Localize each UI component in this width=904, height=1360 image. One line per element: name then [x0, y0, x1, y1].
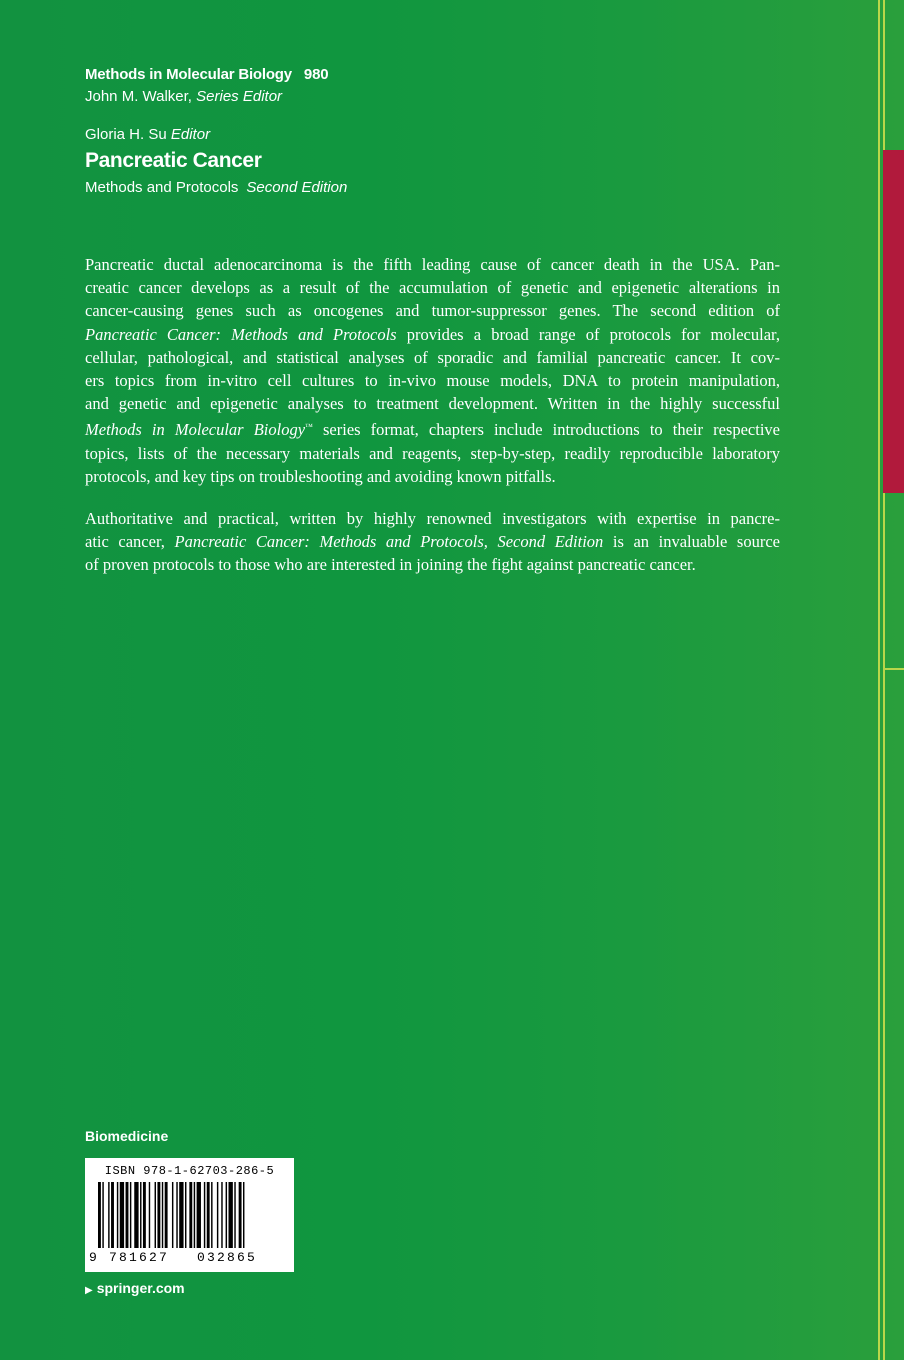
editor-name: Gloria H. Su [85, 126, 167, 143]
paragraph-line: Methods in Molecular Biology™ series format, chapters include introductions to their respective [85, 420, 780, 440]
paragraph-line: and genetic and epigenetic analyses to treatment development. Written in the highly successful [85, 394, 780, 414]
barcode-digits-left: 781627 [109, 1250, 170, 1265]
paragraph-line: cancer-causing genes such as oncogenes and tumor-suppressor genes. The second edition of [85, 301, 780, 321]
paragraph-line: Pancreatic Cancer: Methods and Protocols provides a broad range of protocols for molecular, [85, 324, 780, 344]
spine-red-band [883, 150, 904, 493]
book-subtitle: Methods and Protocols [85, 179, 239, 196]
subject-category: Biomedicine [85, 1128, 169, 1144]
paragraph-line: of proven protocols to those who are interested in joining the fight against pancreatic cancer. [85, 555, 696, 575]
barcode-bar [172, 1182, 173, 1248]
spine-edge-line-left [878, 0, 880, 1360]
paragraph-line: atic cancer, Pancreatic Cancer: Methods and Protocols, Second Edition is an invaluable source [85, 532, 780, 552]
book-title-italic: Pancreatic Cancer: Methods and Protocols [85, 324, 397, 344]
barcode-bar [204, 1182, 205, 1248]
barcode-bar [185, 1182, 186, 1248]
barcode-bar [179, 1182, 183, 1248]
isbn-label: ISBN 978-1-62703-286-5 [104, 1164, 275, 1178]
series-editor-role: Series Editor [196, 88, 283, 105]
barcode-bar [108, 1182, 109, 1248]
series-line [85, 64, 347, 86]
barcode-digits-right: 032865 [197, 1250, 258, 1265]
paragraph-line: ers topics from in-vitro cell cultures to in-vivo mouse models, DNA to protein manipulation, [85, 371, 780, 391]
barcode-bar [111, 1182, 114, 1248]
series-number: 980 [303, 66, 329, 83]
description-paragraph-1 [85, 253, 780, 488]
paragraph-line: Pancreatic ductal adenocarcinoma is the fifth leading cause of cancer death in the USA. Pan- [85, 255, 780, 274]
paragraph-line: creatic cancer develops as a result of the accumulation of genetic and epigenetic alterations in [85, 278, 780, 298]
barcode-bar [194, 1182, 195, 1248]
barcode-bar [165, 1182, 168, 1248]
barcode-bar [162, 1182, 163, 1248]
book-subtitle-line [85, 176, 347, 200]
book-title: Pancreatic Cancer [85, 149, 262, 172]
barcode-bar [102, 1182, 103, 1248]
paragraph-line: protocols, and key tips on troubleshooting and avoiding known pitfalls. [85, 466, 556, 486]
barcode-bar [207, 1182, 210, 1248]
publisher-link[interactable] [85, 1280, 185, 1296]
series-title-italic: Methods in Molecular Biology [85, 420, 306, 440]
spine-tick-mark [883, 668, 904, 670]
description-paragraph-2 [85, 507, 780, 577]
barcode-bar [226, 1182, 227, 1248]
series-editor-name: John M. Walker, [85, 88, 192, 105]
isbn-barcode [85, 1158, 294, 1272]
barcode-digit-first: 9 [89, 1250, 97, 1265]
triangle-right-icon: ▶ [85, 1285, 93, 1296]
paragraph-line: cellular, pathological, and statistical analyses of sporadic and familial pancreatic cancer. It cov- [85, 347, 780, 367]
paragraph-line: Authoritative and practical, written by highly renowned investigators with expertise in pancre- [85, 509, 780, 528]
trademark-symbol: ™ [305, 422, 313, 432]
barcode-bar [176, 1182, 177, 1248]
barcode-bar [234, 1182, 235, 1248]
barcode-bar [149, 1182, 150, 1248]
barcode-bar [239, 1182, 242, 1248]
volume-editor-line [85, 124, 347, 146]
barcode-bar [217, 1182, 218, 1248]
barcode-bars [95, 1182, 284, 1252]
cover-header [85, 64, 347, 200]
barcode-bar [157, 1182, 160, 1248]
editor-role: Editor [170, 126, 211, 143]
barcode-bar [134, 1182, 138, 1248]
barcode-bar [143, 1182, 146, 1248]
barcode-bar [130, 1182, 131, 1248]
series-name: Methods in Molecular Biology [85, 66, 292, 83]
series-editor-line [85, 86, 347, 108]
barcode-bar [221, 1182, 222, 1248]
barcode-bar [243, 1182, 244, 1248]
paragraph-line: topics, lists of the necessary materials and reagents, step-by-step, readily reproducible laboratory [85, 443, 780, 463]
publisher-url: springer.com [96, 1280, 185, 1296]
barcode-bar [140, 1182, 141, 1248]
barcode-bar [211, 1182, 212, 1248]
barcode-bar [120, 1182, 124, 1248]
barcode-bar [98, 1182, 101, 1248]
barcode-bar [126, 1182, 129, 1248]
barcode-bar [197, 1182, 201, 1248]
barcode-bar [117, 1182, 118, 1248]
book-title-italic: Pancreatic Cancer: Methods and Protocols, Second Edition [174, 532, 604, 552]
barcode-bar [155, 1182, 156, 1248]
barcode-bar [189, 1182, 192, 1248]
book-edition: Second Edition [246, 179, 348, 196]
barcode-bar [229, 1182, 233, 1248]
